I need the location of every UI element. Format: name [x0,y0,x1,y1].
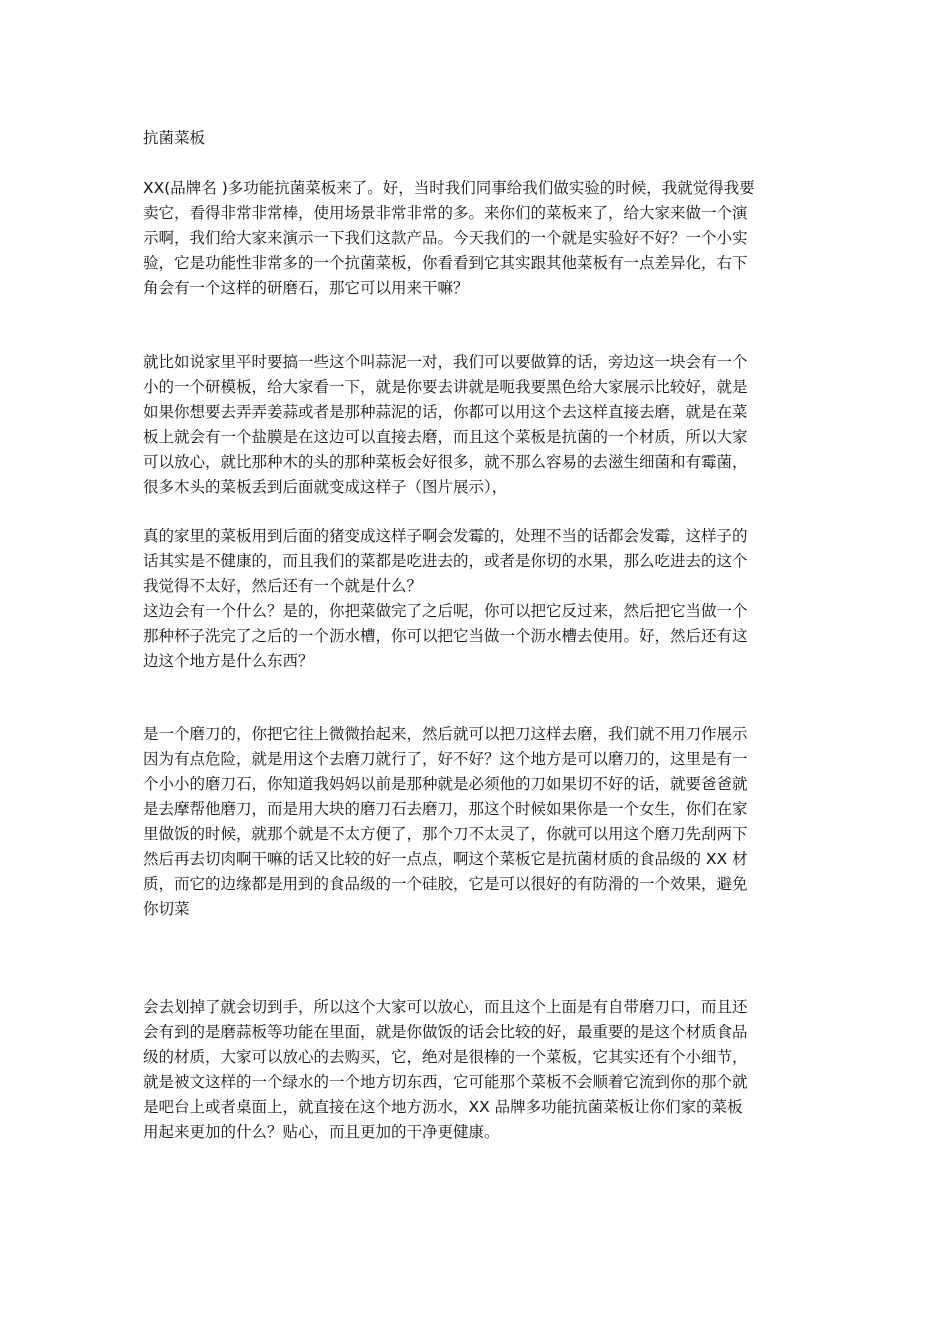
text-line: 验，它是功能性非常多的一个抗菌菜板，你看看到它其实跟其他菜板有一点差异化，右下 [143,254,748,272]
text-line: 我觉得不太好，然后还有一个就是什么？ [143,577,423,595]
text-line: 示啊，我们给大家来演示一下我们这款产品。今天我们的一个就是实验好不好？一个小实 [143,229,748,247]
text-line: 用起来更加的什么？贴心，而且更加的干净更健康。 [143,1123,500,1141]
text-line: 可以放心，就比那种木的头的那种菜板会好很多，就不那么容易的去滋生细菌和有霉菌， [143,453,748,471]
text-line: 小的一个研模板，给大家看一下，就是你要去讲就是呃我要黑色给大家展示比较好，就是 [143,378,748,396]
text-line: 然后再去切肉啊干嘛的话又比较的好一点点，啊这个菜板它是抗菌材质的食品级的 XX 材 [143,850,748,868]
document-title: 抗菌菜板 [143,129,206,147]
text-line: 会有到的是磨蒜板等功能在里面，就是你做饭的话会比较的好，最重要的是这个材质食品 [143,1023,748,1041]
text-line: 如果你想要去弄弄姜蒜或者是那种蒜泥的话，你都可以用这个去这样直接去磨，就是在菜 [143,403,748,421]
text-line: 板上就会有一个盐膜是在这边可以直接去磨，而且这个菜板是抗菌的一个材质，所以大家 [143,428,748,446]
text-line: 很多木头的菜板丢到后面就变成这样子（图片展示）， [143,478,508,496]
text-line: 质，而它的边缘都是用到的食品级的一个硅胶，它是可以很好的有防滑的一个效果，避免 [143,875,748,893]
text-line: 个小小的磨刀石，你知道我妈妈以前是那种就是必须他的刀如果切不好的话，就要爸爸就 [143,775,748,793]
text-line: XX(品牌名 )多功能抗菌菜板来了。好，当时我们同事给我们做实验的时候，我就觉得我要 [143,179,755,197]
text-line: 边这个地方是什么东西？ [143,652,314,670]
text-line: 你切菜 [143,900,190,918]
text-line: 卖它，看得非常非常棒，使用场景非常非常的多。来你们的菜板来了，给大家来做一个演 [143,204,748,222]
text-line: 是一个磨刀的，你把它往上微微抬起来，然后就可以把刀这样去磨，我们就不用刀作展示 [143,725,748,743]
text-line: 会去划掉了就会切到手，所以这个大家可以放心，而且这个上面是有自带磨刀口，而且还 [143,998,748,1016]
text-line: 级的材质，大家可以放心的去购买，它，绝对是很棒的一个菜板，它其实还有个小细节， [143,1048,748,1066]
text-line: 这边会有一个什么？是的，你把菜做完了之后呢，你可以把它反过来，然后把它当做一个 [143,602,748,620]
text-line: 因为有点危险，就是用这个去磨刀就行了，好不好？这个地方是可以磨刀的，这里是有一 [143,750,748,768]
text-line: 话其实是不健康的，而且我们的菜都是吃进去的，或者是你切的水果，那么吃进去的这个 [143,552,748,570]
text-line: 角会有一个这样的研磨石，那它可以用来干嘛？ [143,279,469,297]
text-line: 是去摩帮他磨刀，而是用大块的磨刀石去磨刀，那这个时候如果你是一个女生，你们在家 [143,800,748,818]
text-line: 里做饭的时候，就那个就是不太方便了，那个刀不太灵了，你就可以用这个磨刀先刮两下 [143,825,748,843]
text-line: 真的家里的菜板用到后面的猪变成这样子啊会发霉的，处理不当的话都会发霉，这样子的 [143,527,748,545]
text-line: 就比如说家里平时要搞一些这个叫蒜泥一对，我们可以要做算的话，旁边这一块会有一个 [143,353,748,371]
text-line: 就是被文这样的一个绿水的一个地方切东西，它可能那个菜板不会顺着它流到你的那个就 [143,1073,748,1091]
text-line: 那种杯子洗完了之后的一个沥水槽，你可以把它当做一个沥水槽去使用。好，然后还有这 [143,627,748,645]
text-line: 是吧台上或者桌面上，就直接在这个地方沥水，XX 品牌多功能抗菌菜板让你们家的菜板 [143,1098,743,1116]
